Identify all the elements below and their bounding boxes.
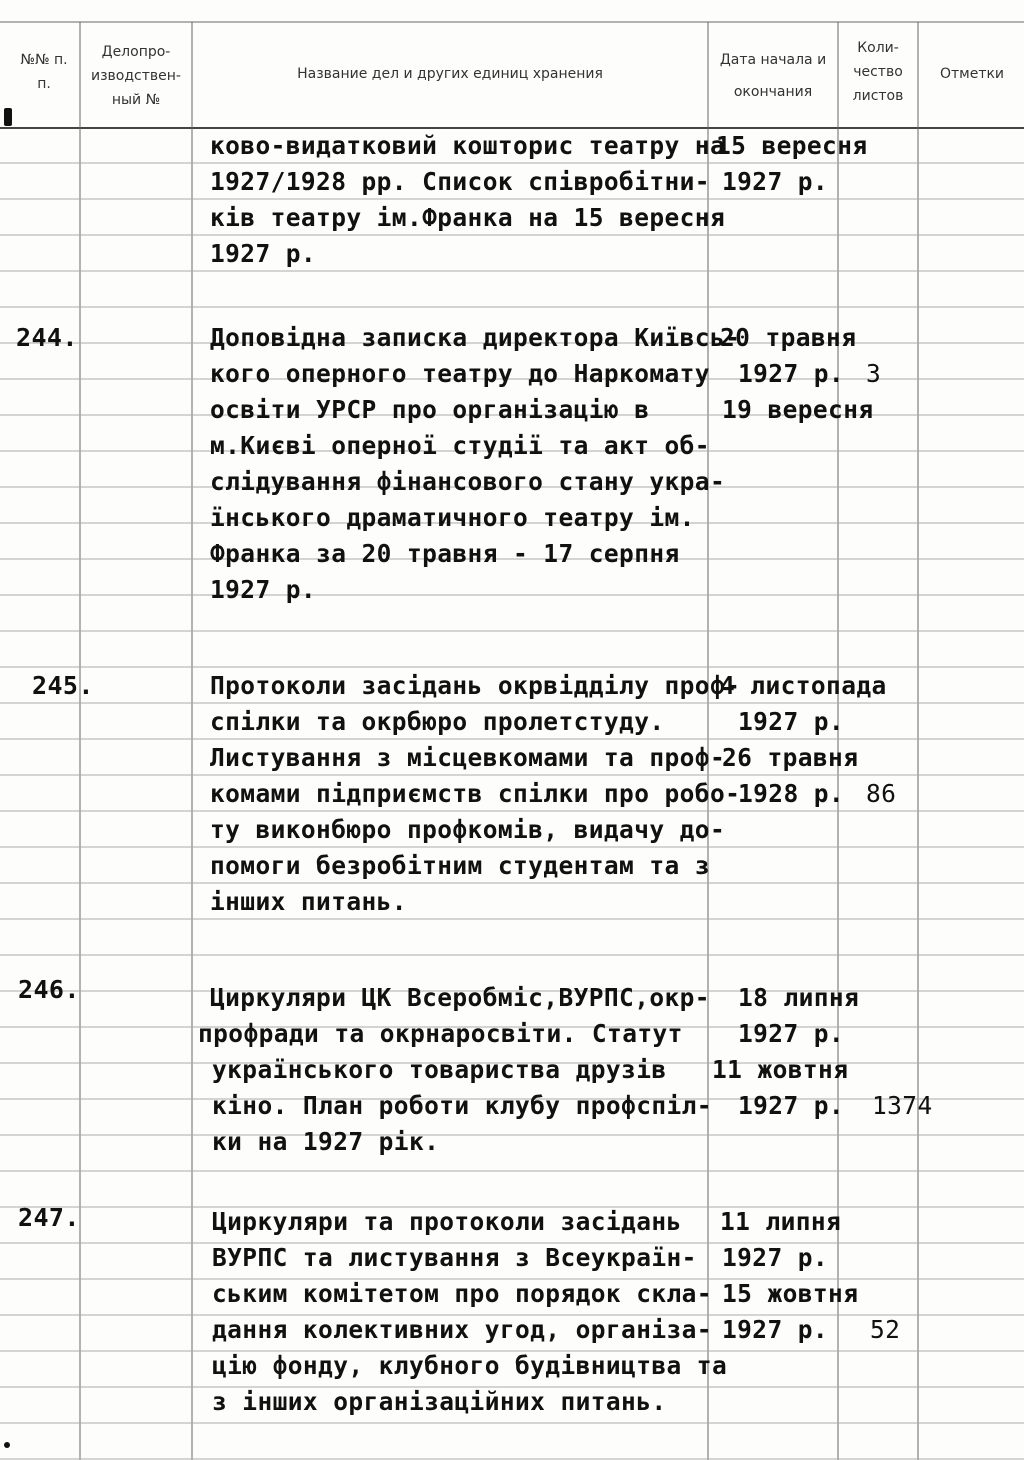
title-line: Франка за 20 травня - 17 серпня	[210, 539, 680, 568]
date-line: 15 вересня	[716, 131, 868, 160]
header-sheets: Коли- чество листов	[852, 40, 904, 104]
sheet-count: 1374	[872, 1091, 933, 1120]
sheet-count: 86	[866, 779, 897, 808]
title-line: цію фонду, клубного будівництва та	[212, 1351, 728, 1380]
header-office-number: Делопро- изводствен- ный №	[91, 44, 181, 108]
date-line: 1927 р.	[722, 1243, 829, 1272]
header-number: №№ п. п.	[20, 52, 68, 92]
date-line: 15 жовтня	[722, 1279, 859, 1308]
record-number: 245.	[32, 671, 94, 700]
title-line: 1927 р.	[210, 575, 317, 604]
date-line: 1928 р.	[738, 779, 845, 808]
date-line: 11 липня	[720, 1207, 842, 1236]
date-line: 26 травня	[722, 743, 859, 772]
title-line: українського товариства друзів	[212, 1055, 667, 1084]
record-number: 247.	[18, 1203, 80, 1232]
title-line: дання колективних угод, організа-	[212, 1315, 712, 1344]
title-line: Протоколи засідань окрвідділу проф-	[210, 671, 741, 700]
title-line: м.Києві оперної студії та акт об-	[210, 431, 710, 460]
record-number: 244.	[16, 323, 78, 352]
date-line: 1927 р.	[738, 359, 845, 388]
title-line: ВУРПС та листування з Всеукраїн-	[212, 1243, 697, 1272]
title-line: спілки та окрбюро пролетстуду.	[210, 707, 665, 736]
ink-mark	[4, 108, 12, 126]
date-line: 18 липня	[738, 983, 860, 1012]
date-line: 11 жовтня	[712, 1055, 849, 1084]
title-line: ським комітетом про порядок скла-	[212, 1279, 712, 1308]
title-line: ково-видатковий кошторис театру на	[210, 131, 726, 160]
title-line: 1927 р.	[210, 239, 317, 268]
title-line: Циркуляри та протоколи засідань	[212, 1207, 682, 1236]
title-line: їнського драматичного театру ім.	[210, 503, 695, 532]
date-line: 1927 р.	[738, 1019, 845, 1048]
date-line: 1927 р.	[722, 167, 829, 196]
title-line: з інших організаційних питань.	[212, 1387, 667, 1416]
date-line: 1927 р.	[722, 1315, 829, 1344]
title-line: слідування фінансового стану укра-	[210, 467, 726, 496]
title-line: профради та окрнаросвіти. Статут	[198, 1019, 683, 1048]
title-line: ки на 1927 рік.	[212, 1127, 440, 1156]
title-line: Листування з місцевкомами та проф-	[210, 743, 726, 772]
date-line: 19 вересня	[722, 395, 874, 424]
title-line: кіно. План роботи клубу профспіл-	[212, 1091, 712, 1120]
header-dates: Дата начала и окончания	[719, 52, 827, 100]
record-number: 246.	[18, 975, 80, 1004]
title-line: 1927/1928 рр. Список співробітни-	[210, 167, 710, 196]
title-line: помоги безробітним студентам та з	[210, 851, 710, 880]
title-line: ту виконбюро профкомів, видачу до-	[210, 815, 726, 844]
date-line: 1927 р.	[738, 1091, 845, 1120]
title-line: комами підприємств спілки про робо-	[210, 779, 741, 808]
header-title: Название дел и других единиц хранения	[297, 66, 603, 82]
title-line: інших питань.	[210, 887, 407, 916]
title-line: Доповідна записка директора Київсь-	[210, 323, 741, 352]
title-line: ків театру ім.Франка на 15 вересня	[210, 203, 726, 232]
date-line: 1927 р.	[738, 707, 845, 736]
date-line: 20 травня	[720, 323, 857, 352]
title-line: кого оперного театру до Наркомату	[210, 359, 710, 388]
title-line: освіти УРСР про організацію в	[210, 395, 650, 424]
sheet-count: 52	[870, 1315, 901, 1344]
ink-dot	[4, 1442, 10, 1448]
header-notes: Отметки	[939, 66, 1005, 82]
sheet-count: 3	[866, 359, 882, 388]
date-line: 4 листопада	[720, 671, 887, 700]
title-line: Циркуляри ЦК Всеробміс,ВУРПС,окр-	[210, 983, 710, 1012]
